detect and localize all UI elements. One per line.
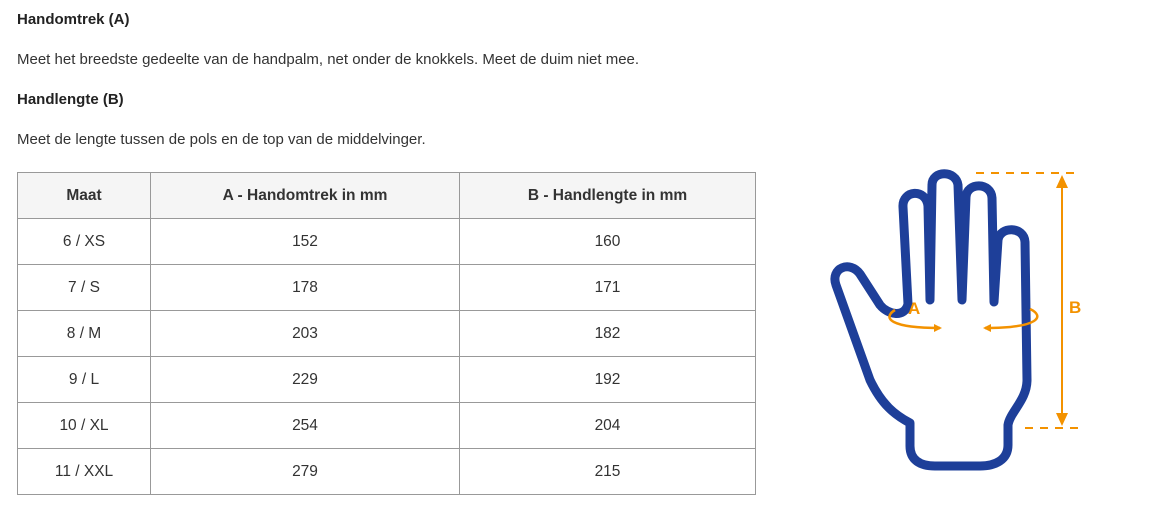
arrow-down-icon: [1056, 413, 1068, 426]
size-cell: 6 / XS: [18, 219, 151, 265]
length-cell: 160: [460, 219, 756, 265]
circumference-cell: 279: [151, 449, 460, 495]
length-cell: 171: [460, 265, 756, 311]
circumference-cell: 229: [151, 357, 460, 403]
size-table: [17, 172, 756, 495]
table-row: [18, 357, 756, 403]
hand-measurement-illustration: [820, 165, 1100, 475]
circumference-cell: 152: [151, 219, 460, 265]
table-row: [18, 403, 756, 449]
table-row: [18, 219, 756, 265]
size-cell: 7 / S: [18, 265, 151, 311]
size-cell: 10 / XL: [18, 403, 151, 449]
hand-outline-icon: [835, 174, 1027, 466]
length-cell: 182: [460, 311, 756, 357]
arrow-up-icon: [1056, 175, 1068, 188]
label-b: B: [1069, 298, 1082, 317]
section-b-text: Meet de lengte tussen de pols en de top van de middelvinger.: [17, 131, 426, 148]
size-cell: 9 / L: [18, 357, 151, 403]
column-header-circumference: A - Handomtrek in mm: [151, 173, 460, 219]
length-cell: 204: [460, 403, 756, 449]
column-header-length: B - Handlengte in mm: [460, 173, 756, 219]
size-cell: 8 / M: [18, 311, 151, 357]
section-a-title: Handomtrek (A): [17, 11, 130, 28]
circumference-cell: 203: [151, 311, 460, 357]
circumference-cell: 254: [151, 403, 460, 449]
label-a: A: [908, 299, 921, 318]
section-b-title: Handlengte (B): [17, 91, 124, 108]
circumference-cell: 178: [151, 265, 460, 311]
column-header-size: Maat: [18, 173, 151, 219]
table-row: [18, 449, 756, 495]
length-cell: 215: [460, 449, 756, 495]
section-a-text: Meet het breedste gedeelte van de handpalm, net onder de knokkels. Meet de duim niet mee.: [17, 51, 640, 68]
table-header-row: [18, 173, 756, 219]
table-row: [18, 265, 756, 311]
size-cell: 11 / XXL: [18, 449, 151, 495]
length-cell: 192: [460, 357, 756, 403]
table-row: [18, 311, 756, 357]
